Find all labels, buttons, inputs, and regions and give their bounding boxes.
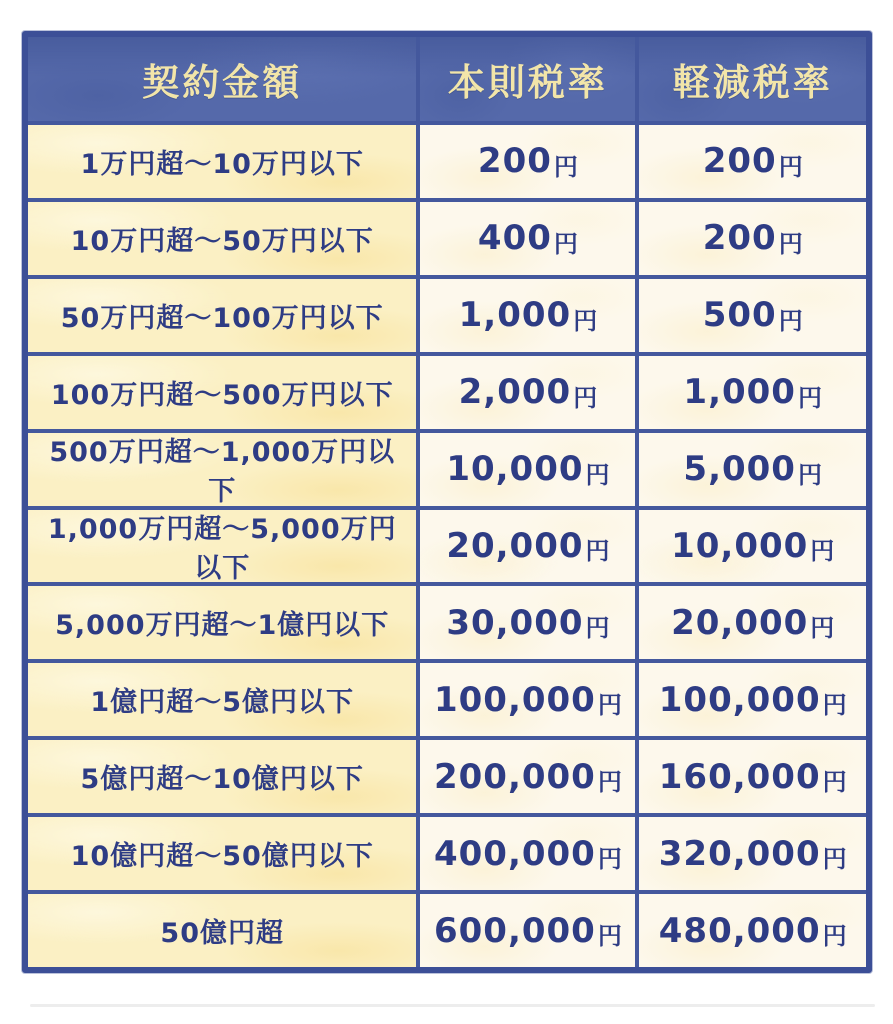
reduced-rate-cell: [639, 894, 866, 967]
rate-amount: 200: [477, 141, 552, 182]
header-standard-rate: [420, 37, 635, 121]
reduced-rate-cell: [639, 202, 866, 275]
rate-amount: 1,000: [683, 372, 796, 413]
standard-rate-cell: [420, 894, 635, 967]
yen-unit: 円: [585, 614, 610, 643]
amount-range-text: 1万円超〜10万円以下: [80, 148, 364, 180]
yen-unit: 円: [573, 306, 598, 335]
amount-range-cell: [28, 125, 416, 198]
yen-unit: 円: [822, 768, 847, 797]
amount-range-cell: [28, 817, 416, 890]
reduced-rate-cell: [639, 356, 866, 429]
rate-amount: 400,000: [433, 833, 596, 874]
standard-rate-cell: [420, 125, 635, 198]
amount-range-text: 10万円超〜50万円以下: [70, 225, 374, 257]
header-reduced-rate: [639, 37, 866, 121]
header-label: 軽減税率: [672, 61, 833, 104]
reduced-rate-cell: [639, 279, 866, 352]
amount-range-cell: [28, 356, 416, 429]
standard-rate-cell: [420, 586, 635, 659]
amount-range-text: 1,000万円超〜5,000万円以下: [47, 514, 397, 583]
standard-rate-cell: [420, 279, 635, 352]
yen-unit: 円: [585, 537, 610, 566]
reduced-rate-cell: [639, 433, 866, 506]
amount-range-text: 50億円超: [160, 918, 284, 950]
standard-rate-cell: [420, 817, 635, 890]
rate-amount: 20,000: [671, 602, 809, 643]
rate-amount: 160,000: [658, 756, 821, 797]
rate-amount: 100,000: [433, 679, 596, 720]
rate-amount: 1,000: [458, 295, 572, 336]
reduced-rate-cell: [639, 817, 866, 890]
amount-range-cell: [28, 279, 416, 352]
amount-range-text: 5億円超〜10億円以下: [80, 764, 364, 796]
standard-rate-cell: [420, 433, 635, 506]
yen-unit: 円: [810, 614, 835, 643]
yen-unit: 円: [778, 229, 803, 258]
stamp-tax-rate-table: [22, 31, 872, 973]
header-label: 契約金額: [142, 61, 303, 104]
rate-amount: 320,000: [658, 833, 821, 874]
reduced-rate-cell: [639, 740, 866, 813]
amount-range-text: 5,000万円超〜1億円以下: [55, 610, 390, 642]
yen-unit: 円: [597, 845, 622, 874]
yen-unit: 円: [822, 922, 847, 951]
rate-amount: 100,000: [658, 679, 821, 720]
rate-amount: 10,000: [671, 525, 809, 566]
rate-amount: 5,000: [683, 449, 796, 490]
amount-range-text: 1億円超〜5億円以下: [90, 687, 354, 719]
header-label: 本則税率: [447, 61, 608, 104]
yen-unit: 円: [573, 383, 598, 412]
yen-unit: 円: [778, 152, 803, 181]
standard-rate-cell: [420, 740, 635, 813]
yen-unit: 円: [822, 845, 847, 874]
bottom-faint-line: [30, 1004, 875, 1007]
yen-unit: 円: [797, 460, 822, 489]
yen-unit: 円: [822, 691, 847, 720]
amount-range-cell: [28, 586, 416, 659]
header-contract-amount: [28, 37, 416, 121]
yen-unit: 円: [810, 537, 835, 566]
standard-rate-cell: [420, 202, 635, 275]
amount-range-cell: [28, 510, 416, 583]
yen-unit: 円: [597, 768, 622, 797]
rate-amount: 600,000: [433, 910, 596, 951]
rate-amount: 500: [702, 295, 777, 336]
rate-amount: 20,000: [446, 525, 584, 566]
amount-range-text: 10億円超〜50億円以下: [70, 841, 374, 873]
rate-amount: 480,000: [658, 910, 821, 951]
amount-range-cell: [28, 740, 416, 813]
reduced-rate-cell: [639, 125, 866, 198]
yen-unit: 円: [585, 460, 610, 489]
yen-unit: 円: [597, 922, 622, 951]
amount-range-text: 50万円超〜100万円以下: [60, 302, 384, 334]
standard-rate-cell: [420, 663, 635, 736]
rate-amount: 200,000: [433, 756, 596, 797]
amount-range-text: 500万円超〜1,000万円以下: [49, 437, 396, 506]
amount-range-text: 100万円超〜500万円以下: [50, 379, 394, 411]
amount-range-cell: [28, 894, 416, 967]
rate-amount: 200: [702, 141, 777, 182]
yen-unit: 円: [553, 152, 578, 181]
yen-unit: 円: [778, 306, 803, 335]
yen-unit: 円: [797, 383, 822, 412]
amount-range-cell: [28, 433, 416, 506]
rate-amount: 200: [702, 218, 777, 259]
reduced-rate-cell: [639, 586, 866, 659]
reduced-rate-cell: [639, 510, 866, 583]
rate-amount: 400: [477, 218, 552, 259]
standard-rate-cell: [420, 356, 635, 429]
amount-range-cell: [28, 663, 416, 736]
yen-unit: 円: [553, 229, 578, 258]
reduced-rate-cell: [639, 663, 866, 736]
standard-rate-cell: [420, 510, 635, 583]
amount-range-cell: [28, 202, 416, 275]
yen-unit: 円: [597, 691, 622, 720]
rate-amount: 30,000: [446, 602, 584, 643]
rate-amount: 10,000: [446, 449, 584, 490]
rate-amount: 2,000: [458, 372, 572, 413]
